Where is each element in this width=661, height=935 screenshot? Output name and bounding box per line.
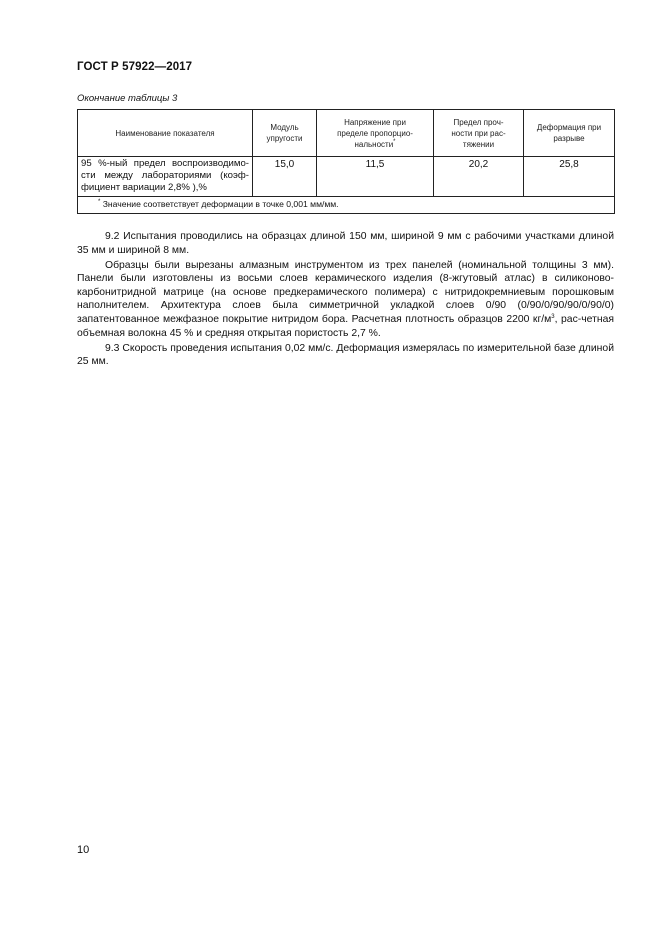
cell-tensile-strength: 20,2 (434, 157, 524, 197)
document-header: ГОСТ Р 57922—2017 (77, 61, 193, 73)
paragraph-specimens: Образцы были вырезаны алмазным инструментом из трех панелей (номинальной толщины 3 мм). Панели были изготовлены из восьми слоев керамического изделия (8-жгутовый атлас) в силиконово-карбонитридной матрице (на основе предкерамического полимера) с нитридокремниевым порошковым наполнителем. Архитектура слоев была симметричной укладкой слоев 0/90 (0/90/0/90/90/0/90/0) запатентованное межфазное покрытие нитридом бора. Расчетная плотность образцов 2200 $кг/м^3$, рас-четная объемная волокна 45 % и средняя открытая пористость 2,7 %. (77, 259, 614, 339)
column-header-elongation: Деформация при разрыве (524, 110, 615, 157)
paragraph-9-3: 9.3 Скорость проведения испытания 0,02 мм/с. Деформация измерялась по измерительной базе длиной 25 мм. (77, 342, 614, 368)
table-row (78, 157, 615, 197)
table-header-row (78, 110, 615, 157)
density-unit-superscript: 3 (551, 314, 555, 321)
paragraph-9-2: 9.2 Испытания проводились на образцах длиной 150 мм, шириной 9 мм с рабочими участками длиной 35 мм и шириной 8 мм. (77, 231, 614, 256)
cell-modulus: 15,0 (253, 157, 317, 197)
column-header-modulus: Модуль упругости (253, 110, 317, 157)
footnote-mark: * (98, 199, 101, 205)
table-footnote-row (78, 197, 615, 214)
results-table (77, 109, 615, 214)
cell-elongation: 25,8 (524, 157, 615, 197)
cell-proportional-stress: 11,5 (317, 157, 434, 197)
table-footnote: * Значение соответствует деформации в точке 0,001 мм/мм. (78, 197, 615, 214)
table-caption: Окончание таблицы 3 (77, 93, 178, 104)
column-header-tensile-strength: Предел проч-ности при рас-тяжении (434, 110, 524, 157)
page-number: 10 (77, 844, 90, 856)
column-header-indicator: Наименование показателя (78, 110, 253, 157)
body-text (77, 230, 614, 369)
row-indicator-name: 95 %-ный предел воспроизводимо-сти между лабораториями (коэф-фициент вариации 2,8% ),% (78, 157, 253, 197)
column-header-proportional-stress: Напряжение при пределе пропорцио-нальности* (317, 110, 434, 157)
footnote-marker: * (393, 138, 396, 145)
